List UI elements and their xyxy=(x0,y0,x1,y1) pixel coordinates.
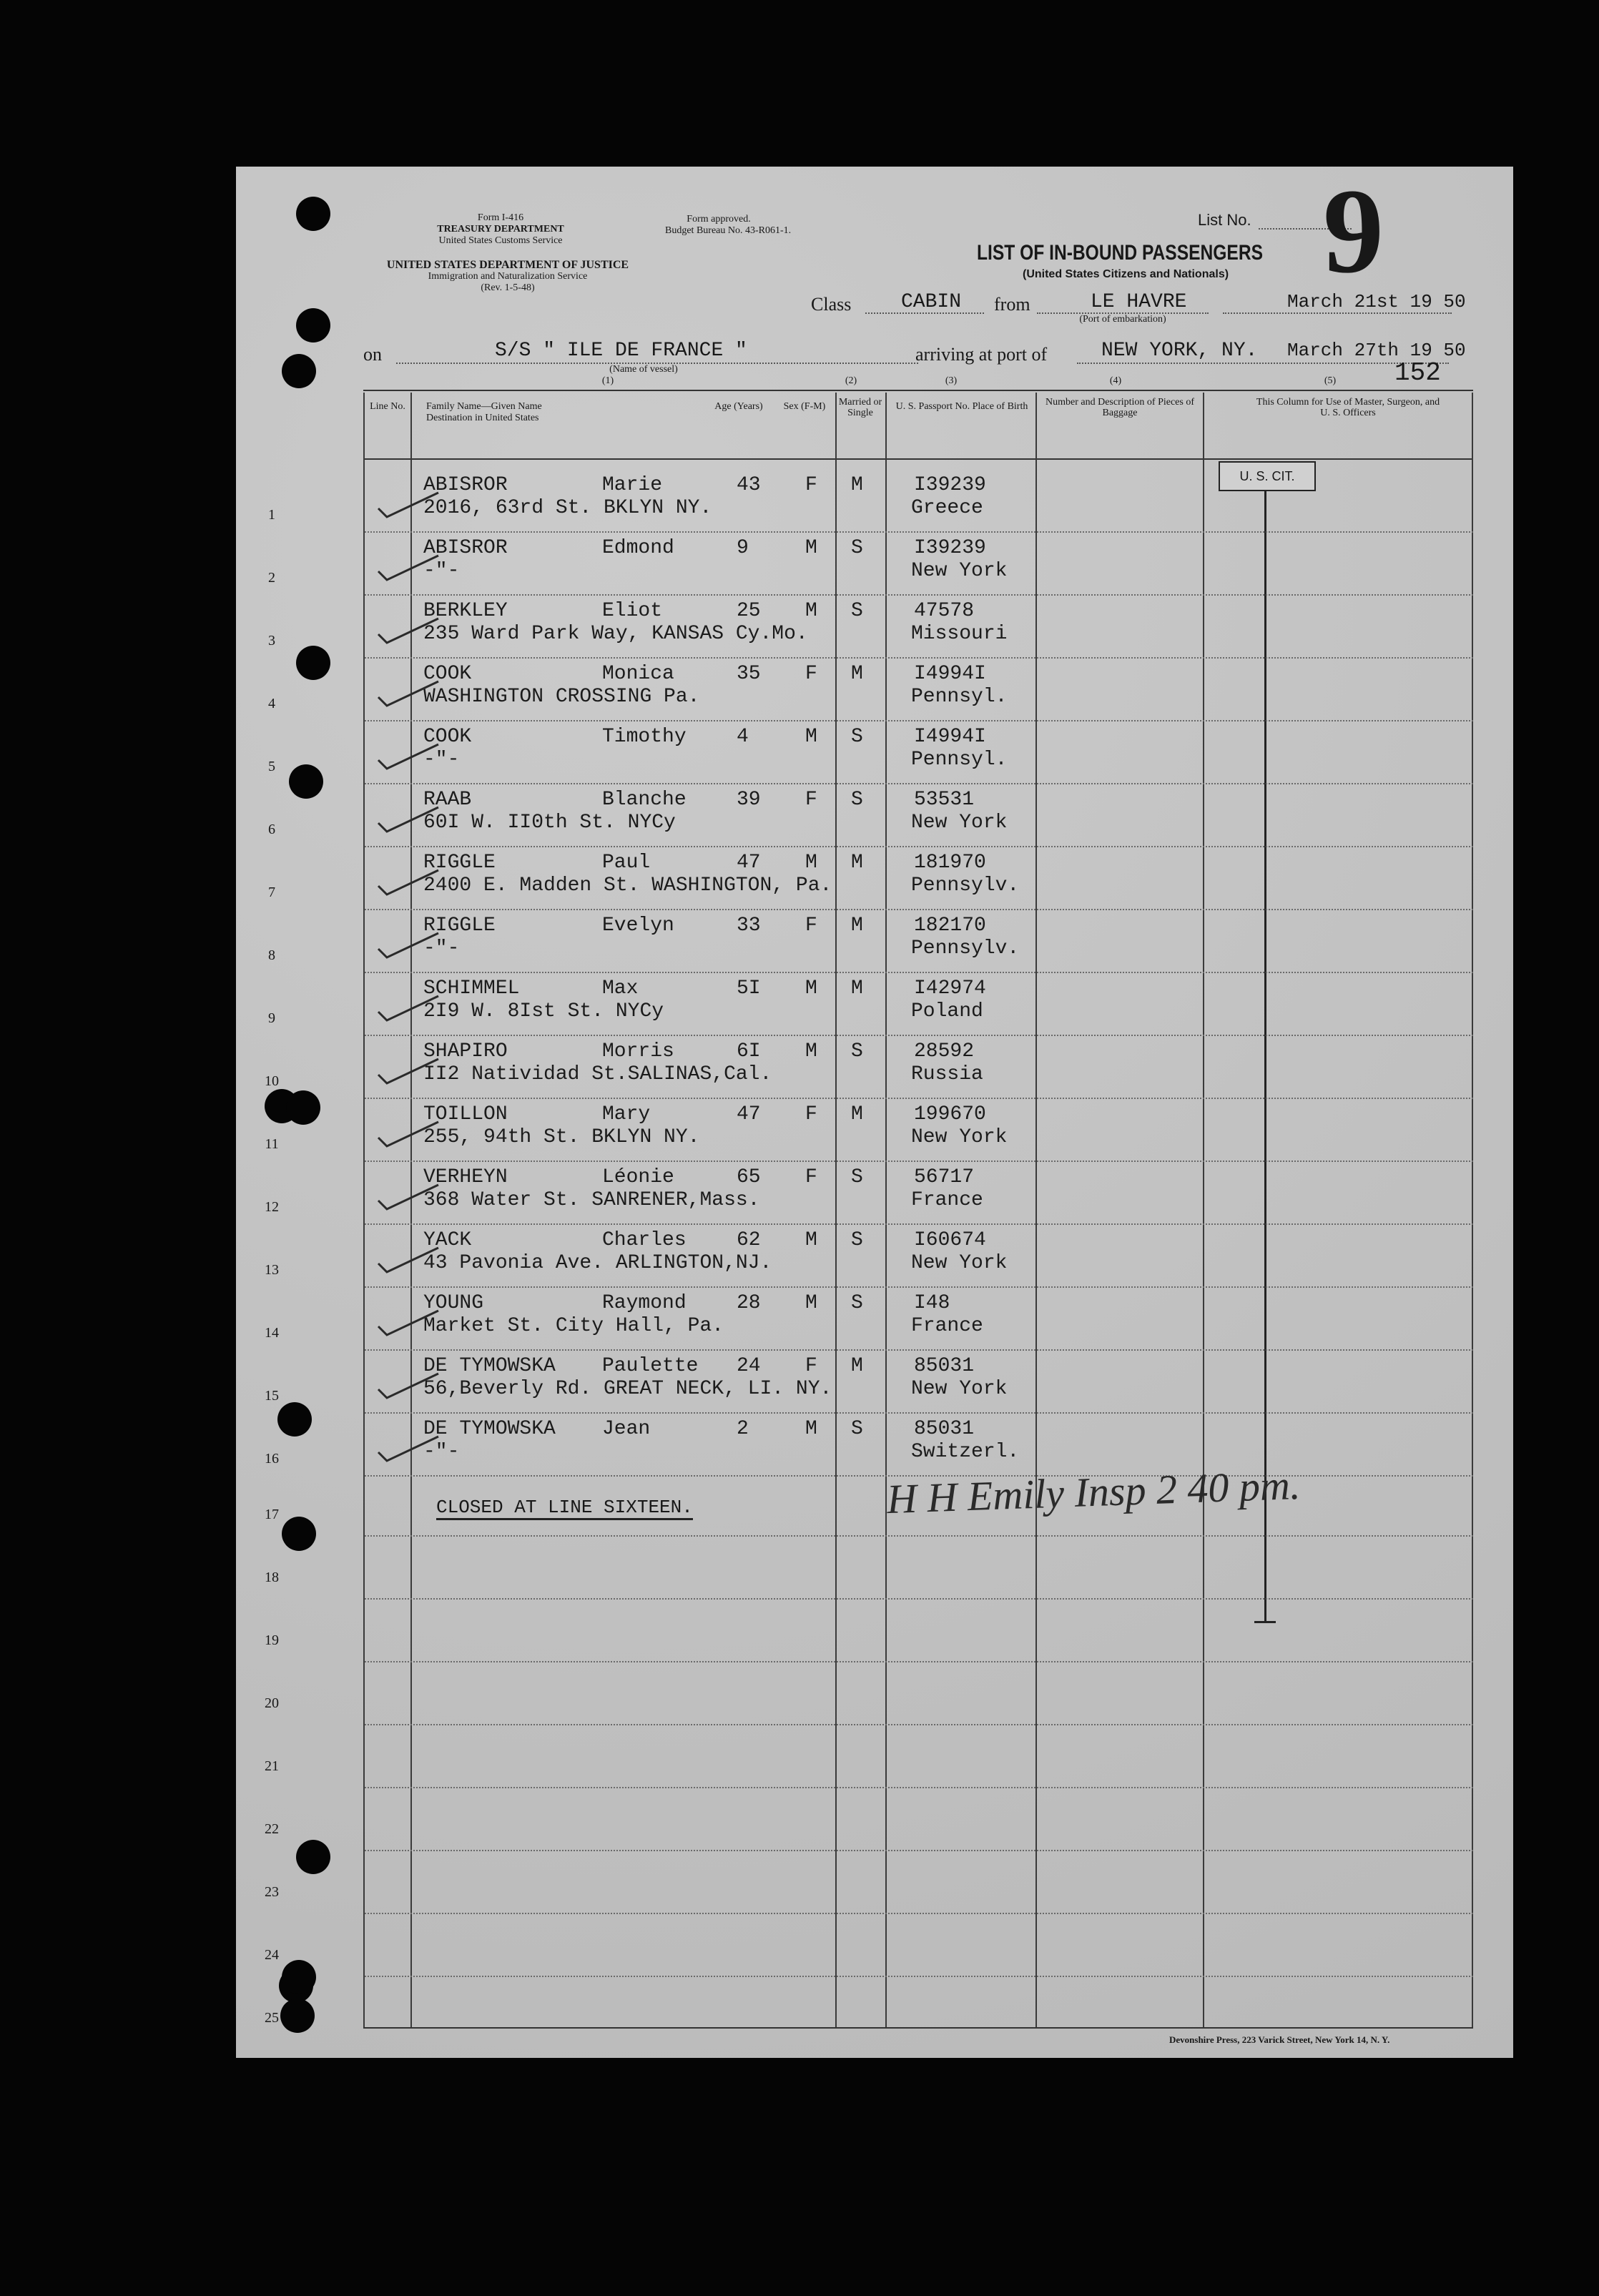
given-name: Paul xyxy=(602,852,651,874)
marital-status: S xyxy=(851,1166,863,1188)
age: 24 xyxy=(737,1355,761,1377)
row-rule xyxy=(365,1724,1473,1725)
family-name: YOUNG xyxy=(423,1292,484,1314)
marital-status: S xyxy=(851,1418,863,1440)
given-name: Raymond xyxy=(602,1292,687,1314)
destination: 2400 E. Madden St. WASHINGTON, Pa. xyxy=(423,874,832,897)
check-mark-icon xyxy=(375,491,440,520)
row-rule xyxy=(365,720,1473,721)
place-of-birth: New York xyxy=(911,1126,1008,1148)
punch-hole xyxy=(296,308,330,343)
page-number: 152 xyxy=(1394,358,1441,388)
place-of-birth: New York xyxy=(911,812,1008,834)
passport-number: I39239 xyxy=(914,474,986,496)
family-name: RIGGLE xyxy=(423,915,496,937)
marital-status: M xyxy=(851,474,863,496)
sex: F xyxy=(805,1103,817,1125)
age: 65 xyxy=(737,1166,761,1188)
class-value: CABIN xyxy=(901,291,962,313)
age: 33 xyxy=(737,915,761,937)
given-name: Charles xyxy=(602,1229,687,1251)
check-mark-icon xyxy=(375,932,440,960)
marital-status: S xyxy=(851,600,863,622)
port-caption: (Port of embarkation) xyxy=(1079,314,1166,325)
line-number: 1 xyxy=(268,507,275,523)
row-rule xyxy=(365,657,1473,659)
sex: M xyxy=(805,600,817,622)
empty-row xyxy=(236,1918,1513,1981)
marital-status: S xyxy=(851,1040,863,1063)
empty-row xyxy=(236,1793,1513,1856)
passport-number: 182170 xyxy=(914,915,986,937)
check-mark-icon xyxy=(375,1183,440,1212)
passport-number: 85031 xyxy=(914,1355,975,1377)
passenger-row xyxy=(236,849,1513,912)
sex: M xyxy=(805,1292,817,1314)
line-number: 15 xyxy=(265,1388,279,1404)
given-name: Jean xyxy=(602,1418,651,1440)
line-number: 21 xyxy=(265,1758,279,1774)
row-rule xyxy=(365,594,1473,596)
place-of-birth: New York xyxy=(911,1252,1008,1274)
vessel-caption: (Name of vessel) xyxy=(609,364,678,375)
empty-row xyxy=(236,1730,1513,1793)
given-name: Max xyxy=(602,977,639,1000)
age: 35 xyxy=(737,663,761,685)
passenger-row xyxy=(236,975,1513,1038)
passenger-row xyxy=(236,534,1513,597)
revision-date: (Rev. 1-5-48) xyxy=(481,282,535,293)
col-num-2: (2) xyxy=(845,375,857,386)
line-number: 3 xyxy=(268,633,275,649)
given-name: Léonie xyxy=(602,1166,674,1188)
punch-hole xyxy=(296,197,330,231)
marital-status: M xyxy=(851,852,863,874)
line-number: 2 xyxy=(268,570,275,586)
place-of-birth: France xyxy=(911,1315,983,1337)
destination: 368 Water St. SANRENER,Mass. xyxy=(423,1189,760,1211)
row-rule xyxy=(365,972,1473,973)
header-officers: This Column for Use of Master, Surgeon, and U. S. Officers xyxy=(1256,397,1440,418)
family-name: SCHIMMEL xyxy=(423,977,520,1000)
destination: 60I W. II0th St. NYCy xyxy=(423,812,676,834)
line-number: 13 xyxy=(265,1262,279,1278)
check-mark-icon xyxy=(375,869,440,897)
family-name: COOK xyxy=(423,726,472,748)
place-of-birth: Russia xyxy=(911,1063,983,1085)
row-rule xyxy=(365,1976,1473,1977)
line-number: 22 xyxy=(265,1821,279,1837)
marital-status: S xyxy=(851,537,863,559)
depart-date-line xyxy=(1223,312,1452,314)
printer-credit: Devonshire Press, 223 Varick Street, New York 14, N. Y. xyxy=(1169,2034,1390,2045)
sex: M xyxy=(805,977,817,1000)
treasury-dept: TREASURY DEPARTMENT xyxy=(437,224,564,235)
list-number: 9 xyxy=(1323,164,1384,298)
destination: -"- xyxy=(423,1441,460,1463)
check-mark-icon xyxy=(375,806,440,834)
given-name: Timothy xyxy=(602,726,687,748)
marital-status: M xyxy=(851,1355,863,1377)
row-rule xyxy=(365,1913,1473,1914)
line-number: 8 xyxy=(268,947,275,963)
row-rule xyxy=(365,1286,1473,1288)
justice-dept: UNITED STATES DEPARTMENT OF JUSTICE xyxy=(386,259,629,271)
passport-number: I39239 xyxy=(914,537,986,559)
line-number: 24 xyxy=(265,1947,279,1963)
family-name: TOILLON xyxy=(423,1103,508,1125)
budget-bureau: Budget Bureau No. 43-R061-1. xyxy=(665,225,792,236)
line-number: 18 xyxy=(265,1570,279,1585)
family-name: RAAB xyxy=(423,789,472,811)
check-mark-icon xyxy=(375,1435,440,1464)
table-top-rule xyxy=(363,390,1473,391)
given-name: Eliot xyxy=(602,600,663,622)
place-of-birth: Pennsylv. xyxy=(911,937,1020,960)
check-mark-icon xyxy=(375,680,440,709)
passport-number: I42974 xyxy=(914,977,986,1000)
marital-status: S xyxy=(851,726,863,748)
line-number: 12 xyxy=(265,1199,279,1215)
line-number: 6 xyxy=(268,822,275,837)
manifest-page xyxy=(236,164,1513,2058)
age: 25 xyxy=(737,600,761,622)
passport-number: I48 xyxy=(914,1292,950,1314)
family-name: SHAPIRO xyxy=(423,1040,508,1063)
family-name: ABISROR xyxy=(423,474,508,496)
given-name: Paulette xyxy=(602,1355,699,1377)
sex: F xyxy=(805,1355,817,1377)
port-line xyxy=(1077,363,1449,364)
check-mark-icon xyxy=(375,1309,440,1338)
age: 39 xyxy=(737,789,761,811)
destination: 56,Beverly Rd. GREAT NECK, LI. NY. xyxy=(423,1378,832,1400)
destination: 2016, 63rd St. BKLYN NY. xyxy=(423,497,712,519)
passport-number: 28592 xyxy=(914,1040,975,1063)
on-label: on xyxy=(363,344,382,365)
customs-service: United States Customs Service xyxy=(438,235,563,246)
col-num-1: (1) xyxy=(601,375,614,386)
row-rule xyxy=(365,1349,1473,1351)
age: 43 xyxy=(737,474,761,496)
row-rule xyxy=(365,846,1473,847)
row-rule xyxy=(365,1223,1473,1225)
given-name: Marie xyxy=(602,474,663,496)
destination: 235 Ward Park Way, KANSAS Cy.Mo. xyxy=(423,623,808,645)
passenger-row xyxy=(236,1038,1513,1100)
age: 62 xyxy=(737,1229,761,1251)
row-rule xyxy=(365,1412,1473,1414)
line-number: 9 xyxy=(268,1010,275,1026)
sex: M xyxy=(805,726,817,748)
family-name: DE TYMOWSKA xyxy=(423,1418,556,1440)
form-title: LIST OF IN-BOUND PASSENGERS xyxy=(977,241,1264,265)
passenger-row xyxy=(236,1352,1513,1415)
line-number: 7 xyxy=(268,885,275,900)
immigration-service: Immigration and Naturalization Service xyxy=(428,271,588,282)
age: 9 xyxy=(737,537,749,559)
row-rule xyxy=(365,531,1473,533)
passport-number: 56717 xyxy=(914,1166,975,1188)
destination: -"- xyxy=(423,937,460,960)
marital-status: S xyxy=(851,1292,863,1314)
age: 5I xyxy=(737,977,761,1000)
passport-number: I60674 xyxy=(914,1229,986,1251)
passenger-row xyxy=(236,1289,1513,1352)
destination: 2I9 W. 8Ist St. NYCy xyxy=(423,1000,664,1023)
age: 47 xyxy=(737,852,761,874)
family-name: ABISROR xyxy=(423,537,508,559)
place-of-birth: Pennsylv. xyxy=(911,874,1020,897)
check-mark-icon xyxy=(375,1120,440,1149)
line-number: 23 xyxy=(265,1884,279,1900)
place-of-birth: Pennsyl. xyxy=(911,749,1008,771)
passport-number: I4994I xyxy=(914,726,986,748)
line-number: 25 xyxy=(265,2010,279,2026)
empty-row xyxy=(236,1856,1513,1918)
empty-row xyxy=(236,1604,1513,1667)
check-mark-icon xyxy=(375,995,440,1023)
place-of-birth: Missouri xyxy=(911,623,1008,645)
family-name: BERKLEY xyxy=(423,600,508,622)
passenger-row xyxy=(236,471,1513,534)
empty-row xyxy=(236,1478,1513,1541)
punch-hole xyxy=(282,354,316,388)
from-value: LE HAVRE xyxy=(1091,291,1187,313)
form-number: Form I-416 xyxy=(477,212,524,223)
check-mark-icon xyxy=(375,617,440,646)
place-of-birth: Poland xyxy=(911,1000,983,1023)
table-bottom-rule xyxy=(363,2027,1473,2029)
sex: F xyxy=(805,1166,817,1188)
given-name: Blanche xyxy=(602,789,687,811)
given-name: Mary xyxy=(602,1103,651,1125)
place-of-birth: Pennsyl. xyxy=(911,686,1008,708)
header-married: Married or Single xyxy=(838,397,882,418)
destination: WASHINGTON CROSSING Pa. xyxy=(423,686,700,708)
row-rule xyxy=(365,1787,1473,1788)
age: 6I xyxy=(737,1040,761,1063)
passenger-row xyxy=(236,597,1513,660)
check-mark-icon xyxy=(375,1372,440,1401)
family-name: YACK xyxy=(423,1229,472,1251)
empty-row xyxy=(236,1541,1513,1604)
given-name: Monica xyxy=(602,663,674,685)
row-rule xyxy=(365,1598,1473,1600)
passport-number: I4994I xyxy=(914,663,986,685)
row-rule xyxy=(365,783,1473,784)
marital-status: M xyxy=(851,977,863,1000)
age: 47 xyxy=(737,1103,761,1125)
line-number: 11 xyxy=(265,1136,279,1152)
place-of-birth: Greece xyxy=(911,497,983,519)
destination: 255, 94th St. BKLYN NY. xyxy=(423,1126,700,1148)
age: 4 xyxy=(737,726,749,748)
form-subtitle: (United States Citizens and Nationals) xyxy=(1023,268,1229,280)
from-label: from xyxy=(994,294,1030,315)
sex: M xyxy=(805,852,817,874)
sex: F xyxy=(805,915,817,937)
passenger-row xyxy=(236,786,1513,849)
header-passport: U. S. Passport No. Place of Birth xyxy=(895,401,1028,412)
line-number: 16 xyxy=(265,1451,279,1467)
line-number: 17 xyxy=(265,1507,279,1522)
place-of-birth: New York xyxy=(911,560,1008,582)
passenger-row xyxy=(236,1415,1513,1478)
family-name: VERHEYN xyxy=(423,1166,508,1188)
passport-number: 199670 xyxy=(914,1103,986,1125)
header-baggage: Number and Description of Pieces of Baggage xyxy=(1046,397,1194,418)
passport-number: 181970 xyxy=(914,852,986,874)
destination: Market St. City Hall, Pa. xyxy=(423,1315,724,1337)
empty-row xyxy=(236,1667,1513,1730)
form-approved: Form approved. xyxy=(687,214,751,225)
age: 28 xyxy=(737,1292,761,1314)
row-rule xyxy=(365,1098,1473,1099)
col-num-3: (3) xyxy=(945,375,958,386)
given-name: Morris xyxy=(602,1040,674,1063)
header-age: Age (Years) xyxy=(714,401,763,412)
col-num-4: (4) xyxy=(1109,375,1122,386)
line-number: 5 xyxy=(268,759,275,774)
given-name: Edmond xyxy=(602,537,674,559)
class-label: Class xyxy=(811,294,852,315)
header-name: Family Name—Given Name xyxy=(426,401,542,412)
passenger-row xyxy=(236,723,1513,786)
passenger-row xyxy=(236,1226,1513,1289)
arriving-label: arriving at port of xyxy=(915,344,1048,365)
header-destination: Destination in United States xyxy=(426,413,539,423)
sex: M xyxy=(805,1040,817,1063)
check-mark-icon xyxy=(375,554,440,583)
row-rule xyxy=(365,1161,1473,1162)
arrival-port: NEW YORK, NY. xyxy=(1101,340,1258,362)
header-sex: Sex (F-M) xyxy=(783,401,826,412)
destination: II2 Natividad St.SALINAS,Cal. xyxy=(423,1063,772,1085)
row-rule xyxy=(365,1035,1473,1036)
sex: M xyxy=(805,537,817,559)
destination: -"- xyxy=(423,749,460,771)
marital-status: M xyxy=(851,663,863,685)
destination: -"- xyxy=(423,560,460,582)
arrival-date: March 27th 19 50 xyxy=(1287,340,1466,361)
check-mark-icon xyxy=(375,743,440,772)
destination: 43 Pavonia Ave. ARLINGTON,NJ. xyxy=(423,1252,772,1274)
col-num-5: (5) xyxy=(1324,375,1337,386)
line-number: 10 xyxy=(265,1073,279,1089)
family-name: COOK xyxy=(423,663,472,685)
family-name: RIGGLE xyxy=(423,852,496,874)
list-no-label: List No. xyxy=(1198,211,1251,229)
us-citizen-stamp: U. S. CIT. xyxy=(1219,461,1316,491)
sex: M xyxy=(805,1229,817,1251)
depart-date: March 21st 19 50 xyxy=(1287,291,1466,312)
age: 2 xyxy=(737,1418,749,1440)
sex: F xyxy=(805,789,817,811)
marital-status: S xyxy=(851,789,863,811)
place-of-birth: France xyxy=(911,1189,983,1211)
passenger-row xyxy=(236,1163,1513,1226)
row-rule xyxy=(365,1850,1473,1851)
check-mark-icon xyxy=(375,1058,440,1086)
line-number: 4 xyxy=(268,696,275,711)
vessel-name: S/S " ILE DE FRANCE " xyxy=(495,340,747,362)
passenger-row xyxy=(236,912,1513,975)
sex: F xyxy=(805,474,817,496)
line-number: 14 xyxy=(265,1325,279,1341)
line-number: 19 xyxy=(265,1632,279,1648)
check-mark-icon xyxy=(375,1246,440,1275)
passenger-row xyxy=(236,1100,1513,1163)
passport-number: 85031 xyxy=(914,1418,975,1440)
given-name: Evelyn xyxy=(602,915,674,937)
sex: M xyxy=(805,1418,817,1440)
family-name: DE TYMOWSKA xyxy=(423,1355,556,1377)
line-number: 20 xyxy=(265,1695,279,1711)
marital-status: S xyxy=(851,1229,863,1251)
header-line-no: Line No. xyxy=(370,401,405,412)
passport-number: 47578 xyxy=(914,600,975,622)
passport-number: 53531 xyxy=(914,789,975,811)
passenger-row xyxy=(236,660,1513,723)
place-of-birth: Switzerl. xyxy=(911,1441,1020,1463)
row-rule xyxy=(365,909,1473,910)
sex: F xyxy=(805,663,817,685)
table-header-rule xyxy=(363,458,1473,460)
closed-statement: CLOSED AT LINE SIXTEEN. xyxy=(436,1497,693,1520)
marital-status: M xyxy=(851,915,863,937)
place-of-birth: New York xyxy=(911,1378,1008,1400)
marital-status: M xyxy=(851,1103,863,1125)
row-rule xyxy=(365,1535,1473,1537)
inspector-signature: H H Emily Insp 2 40 pm. xyxy=(886,1461,1302,1523)
row-rule xyxy=(365,1661,1473,1662)
